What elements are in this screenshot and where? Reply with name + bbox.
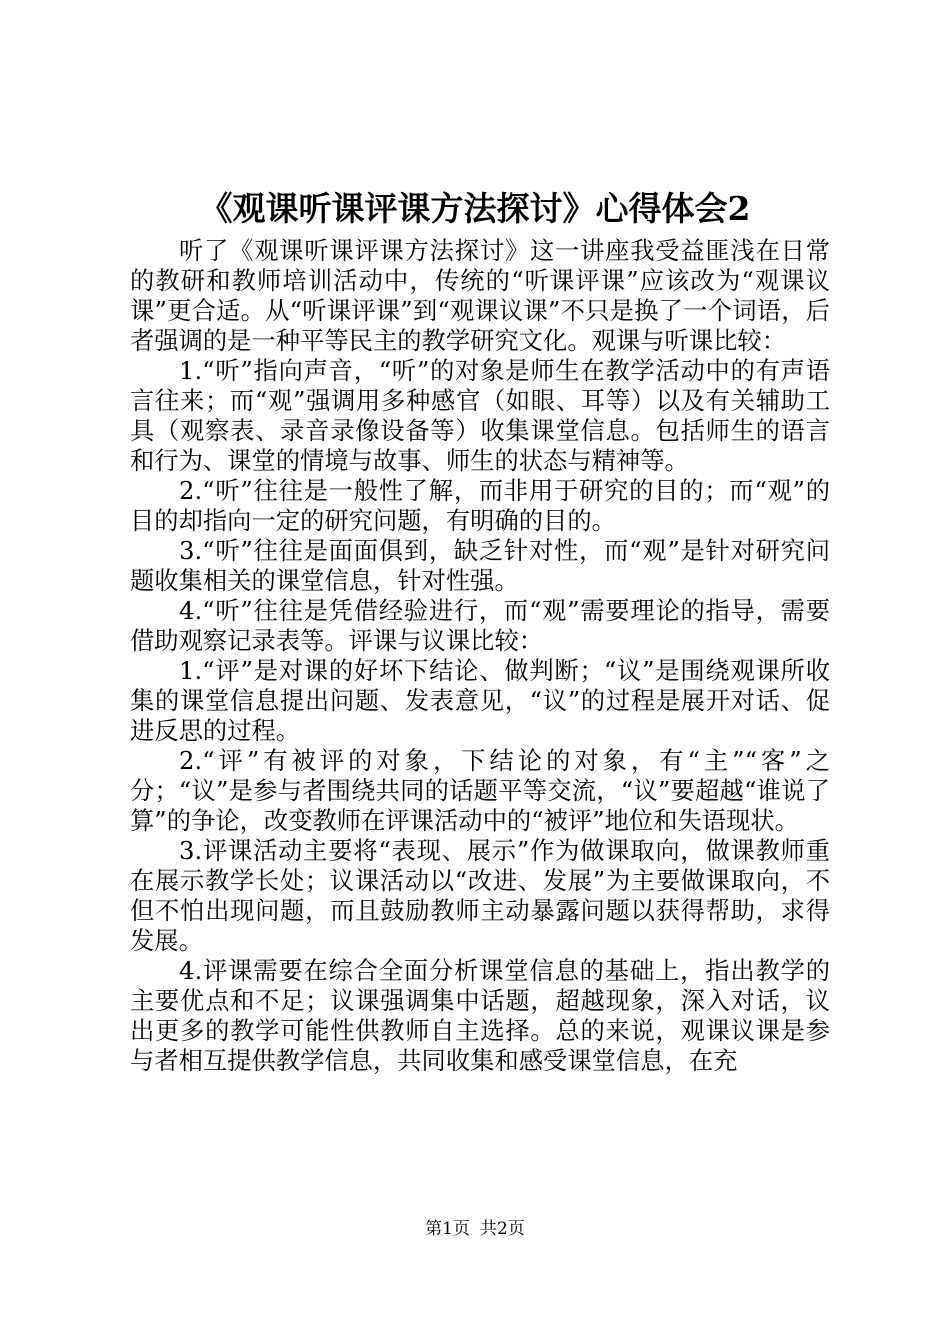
document-title: 《观课听课评课方法探讨》心得体会2: [199, 189, 751, 228]
paragraph-intro: 听了《观课听课评课方法探讨》这一讲座我受益匪浅在日常的教研和教师培训活动中，传统的“听课评课”应该改为“观课议课”更合适。从“听课评课”到“观课议课”不只是换了一个词语，后者强调的是一种平等民主的教学研究文化。观课与听课比较：: [130, 236, 830, 355]
paragraph-discuss-2: 2.“评”有被评的对象，下结论的对象，有“主”“客”之分；“议”是参与者围绕共同的话题平等交流，“议”要超越“谁说了算”的争论，改变教师在评课活动中的“被评”地位和失语现状。: [130, 746, 830, 835]
paragraph-observe-3: 3.“听”往往是面面俱到，缺乏针对性，而“观”是针对研究问题收集相关的课堂信息，针对性强。: [130, 536, 830, 595]
paragraph-discuss-3: 3.评课活动主要将“表现、展示”作为做课取向，做课教师重在展示教学长处；议课活动以“改进、发展”为主要做课取向，不但不怕出现问题，而且鼓励教师主动暴露问题以获得帮助，求得发展。: [130, 836, 830, 955]
page-number: 第1页: [425, 1219, 470, 1239]
paragraph-observe-1: 1.“听”指向声音，“听”的对象是师生在教学活动中的有声语言往来；而“观”强调用多种感官（如眼、耳等）以及有关辅助工具（观察表、录音录像设备等）收集课堂信息。包括师生的语言和行为、课堂的情境与故事、师生的状态与精神等。: [130, 356, 830, 475]
paragraph-observe-4: 4.“听”往往是凭借经验进行，而“观”需要理论的指导，需要借助观察记录表等。评课与议课比较：: [130, 596, 830, 655]
page-total: 共2页: [480, 1219, 525, 1239]
paragraph-discuss-4: 4.评课需要在综合全面分析课堂信息的基础上，指出教学的主要优点和不足；议课强调集中话题，超越现象，深入对话，议出更多的教学可能性供教师自主选择。总的来说，观课议课是参与者相互提供教学信息，共同收集和感受课堂信息，在充: [130, 956, 830, 1075]
paragraph-discuss-1: 1.“评”是对课的好坏下结论、做判断；“议”是围绕观课所收集的课堂信息提出问题、发表意见，“议”的过程是展开对话、促进反思的过程。: [130, 656, 830, 745]
page-footer: [0, 1217, 950, 1241]
paragraph-observe-2: 2.“听”往往是一般性了解，而非用于研究的目的；而“观”的目的却指向一定的研究问题，有明确的目的。: [130, 476, 830, 535]
document-body: [130, 236, 830, 1076]
